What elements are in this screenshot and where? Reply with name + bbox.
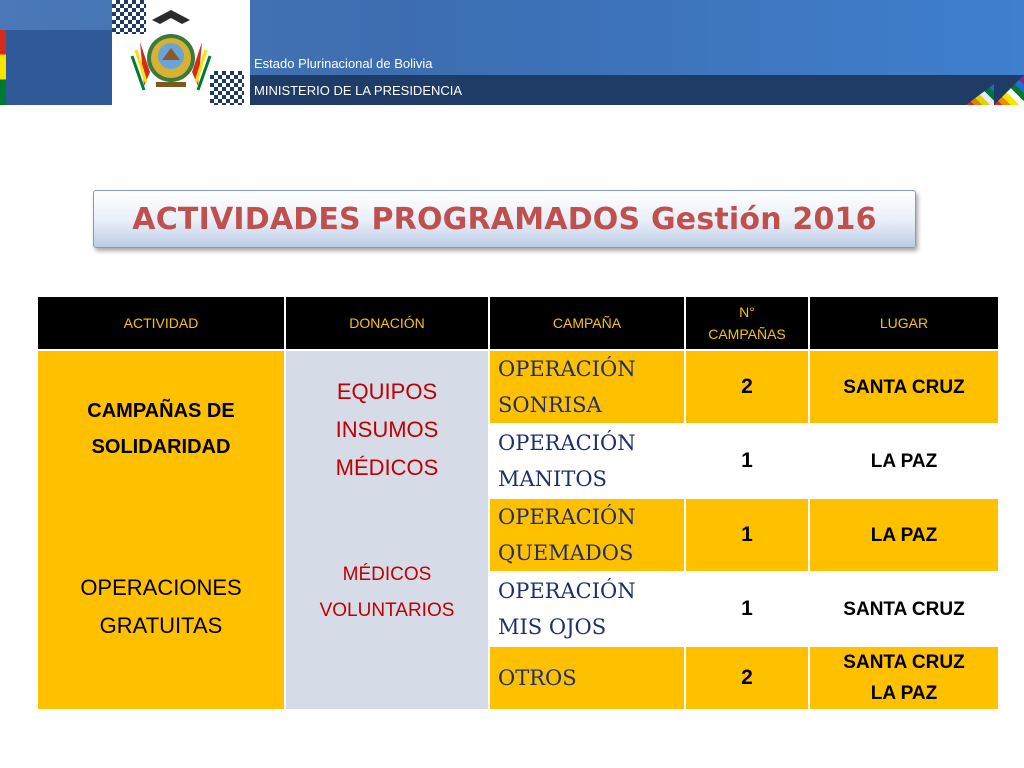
- campana-cell: [489, 646, 685, 710]
- campana-cell: [489, 424, 685, 498]
- header-actividad: ACTIVIDAD: [37, 296, 285, 350]
- campana-line1: OPERACIÓN: [498, 357, 636, 381]
- donacion-voluntarios-line2: VOLUNTARIOS: [319, 600, 455, 621]
- n-campanas-cell: 1: [685, 498, 809, 572]
- donacion-cell: [285, 350, 489, 710]
- actividad-campanas-line2: SOLIDARIDAD: [91, 436, 231, 458]
- donacion-equipos-line3: MÉDICOS: [335, 455, 439, 480]
- table-row: [37, 350, 999, 424]
- campana-line2: QUEMADOS: [498, 541, 634, 565]
- header: [0, 0, 1024, 105]
- header-ministry-name: MINISTERIO DE LA PRESIDENCIA: [254, 83, 463, 98]
- lugar-line1: SANTA CRUZ: [843, 652, 965, 673]
- activities-table: [36, 295, 1000, 711]
- campana-line2: SONRISA: [498, 393, 602, 417]
- header-lugar: LUGAR: [809, 296, 999, 350]
- campana-line1: OTROS: [498, 666, 577, 690]
- n-campanas-cell: 2: [685, 350, 809, 424]
- n-campanas-cell: 1: [685, 572, 809, 646]
- n-campanas-cell: 1: [685, 424, 809, 498]
- header-state-name: Estado Plurinacional de Bolivia: [254, 56, 433, 71]
- header-n-campanas-line2: CAMPAÑAS: [708, 326, 786, 342]
- donacion-equipos: [286, 373, 488, 487]
- campana-line1: OPERACIÓN: [498, 431, 636, 455]
- bolivia-coat-of-arms-icon: [122, 2, 220, 102]
- header-left-block: [0, 30, 112, 105]
- lugar-cell: LA PAZ: [809, 424, 999, 498]
- table-header-row: [37, 296, 999, 350]
- donacion-equipos-line1: EQUIPOS: [336, 379, 438, 404]
- lugar-cell: [809, 646, 999, 710]
- campana-line2: MANITOS: [498, 467, 607, 491]
- header-n-campanas-line1: N°: [739, 304, 755, 320]
- n-campanas-cell: 2: [685, 646, 809, 710]
- lugar-cell: SANTA CRUZ: [809, 350, 999, 424]
- actividad-cell: [37, 350, 285, 710]
- campana-line1: OPERACIÓN: [498, 579, 636, 603]
- campana-line2: MIS OJOS: [498, 615, 607, 639]
- bolivia-flag-stripe: [0, 30, 6, 105]
- actividad-campanas: [38, 393, 284, 465]
- lugar-cell: SANTA CRUZ: [809, 572, 999, 646]
- donacion-voluntarios-line1: MÉDICOS: [342, 564, 432, 585]
- donacion-voluntarios: [286, 557, 488, 629]
- campana-cell: [489, 572, 685, 646]
- actividad-campanas-line1: CAMPAÑAS DE: [87, 400, 235, 422]
- campana-cell: [489, 498, 685, 572]
- page-title: ACTIVIDADES PROGRAMADOS Gestión 2016: [132, 201, 877, 237]
- title-box: [93, 190, 916, 248]
- actividad-operaciones-line2: GRATUITAS: [99, 613, 223, 638]
- lugar-line2: LA PAZ: [870, 683, 938, 704]
- lugar-cell: LA PAZ: [809, 498, 999, 572]
- donacion-equipos-line2: INSUMOS: [335, 417, 439, 442]
- campana-line1: OPERACIÓN: [498, 505, 636, 529]
- campana-cell: [489, 350, 685, 424]
- actividad-operaciones-line1: OPERACIONES: [80, 575, 242, 600]
- header-n-campanas: [685, 296, 809, 350]
- header-campana: CAMPAÑA: [489, 296, 685, 350]
- header-donacion: DONACIÓN: [285, 296, 489, 350]
- actividad-operaciones: [38, 569, 284, 645]
